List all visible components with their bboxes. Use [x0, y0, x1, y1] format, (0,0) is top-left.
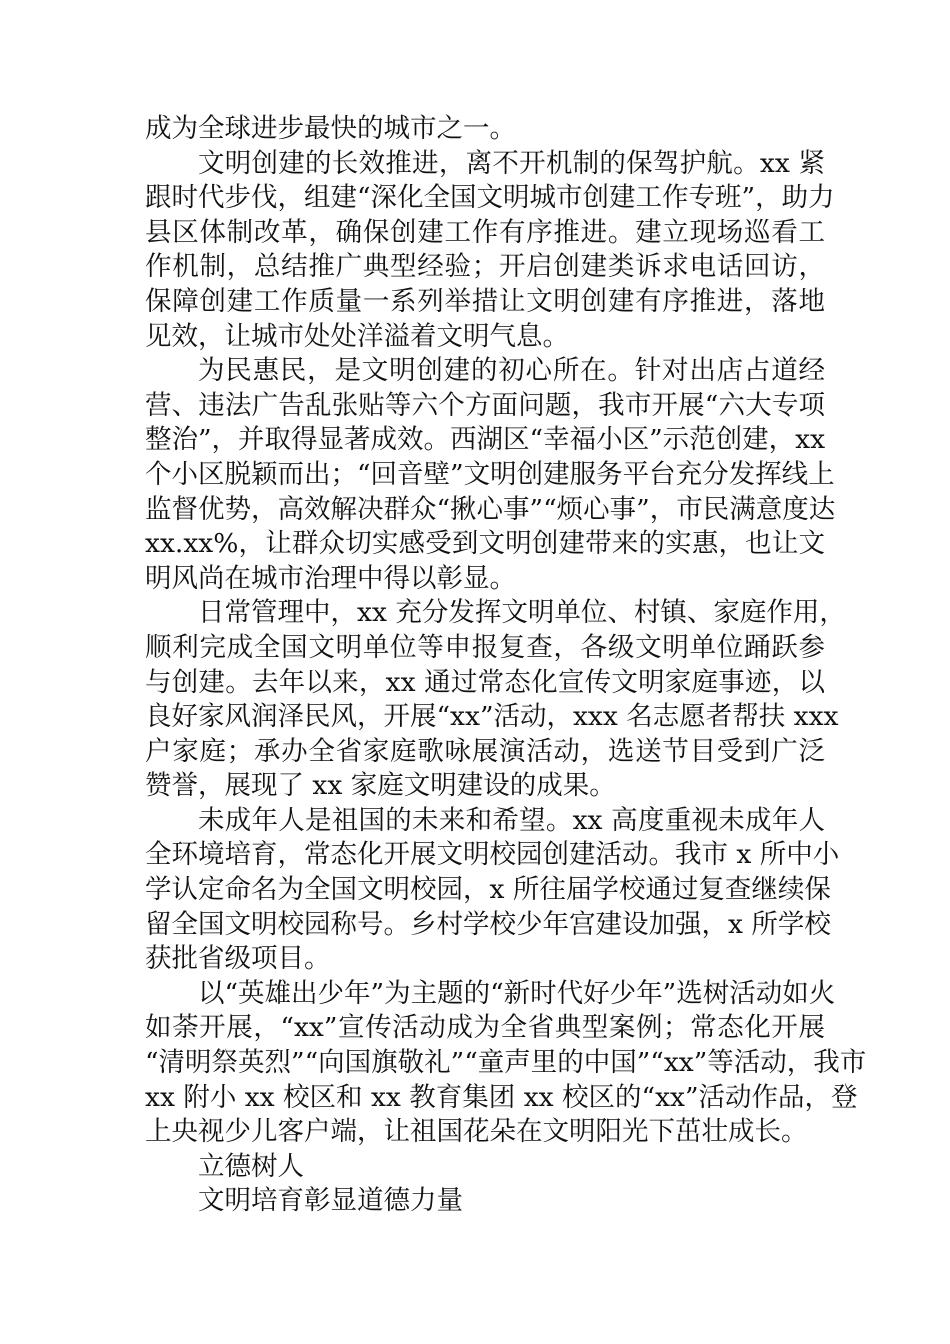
text-line: 保障创建工作质量一系列举措让文明创建有序推进，落地 — [145, 285, 825, 317]
text-line: 获批省级项目。 — [145, 943, 331, 975]
paragraph-daily — [145, 596, 846, 804]
paragraph-heading-1 — [145, 1150, 825, 1185]
text-line: 营、违法广告乱张贴等六个方面问题，我市开展“六大专项 — [145, 389, 825, 421]
text-line: 立德树人 — [198, 1150, 304, 1182]
text-line: “清明祭英烈”“向国旗敬礼”“童声里的中国”“xx”等活动，我市 — [145, 1047, 867, 1079]
document-body — [145, 112, 867, 1219]
paragraph-benefit — [145, 354, 836, 596]
text-line: 见效，让城市处处洋溢着文明气息。 — [145, 320, 569, 352]
paragraph-youth — [145, 804, 840, 977]
paragraph-mechanism — [145, 147, 835, 355]
text-line: 整治”，并取得显著成效。西湖区“幸福小区”示范创建，xx — [145, 424, 826, 456]
text-line: 上央视少儿客户端，让祖国花朵在文明阳光下茁壮成长。 — [145, 1116, 808, 1148]
paragraph-intro-tail — [145, 112, 825, 147]
paragraph-heading-2 — [145, 1184, 825, 1219]
text-line: 以“英雄出少年”为主题的“新时代好少年”选树活动如火 — [198, 977, 836, 1009]
text-line: 日常管理中，xx 充分发挥文明单位、村镇、家庭作用， — [198, 597, 846, 629]
text-line: 县区体制改革，确保创建工作有序推进。建立现场巡看工 — [145, 216, 825, 248]
text-line: 未成年人是祖国的未来和希望。xx 高度重视未成年人 — [198, 804, 825, 836]
text-line: 留全国文明校园称号。乡村学校少年宫建设加强，x 所学校 — [145, 908, 831, 940]
text-line: 与创建。去年以来，xx 通过常态化宣传文明家庭事迹，以 — [145, 666, 825, 698]
text-line: xx 附小 xx 校区和 xx 教育集团 xx 校区的“xx”活动作品，登 — [145, 1081, 858, 1113]
text-line: 成为全球进步最快的城市之一。 — [145, 113, 516, 144]
text-line: 跟时代步伐，组建“深化全国文明城市创建工作专班”，助力 — [145, 182, 835, 214]
text-line: 全环境培育，常态化开展文明校园创建活动。我市 x 所中小 — [145, 839, 840, 871]
text-line: 明风尚在城市治理中得以彰显。 — [145, 562, 516, 594]
text-line: 学认定命名为全国文明校园，x 所往届学校通过复查继续保 — [145, 874, 831, 906]
text-line: 个小区脱颖而出；“回音壁”文明创建服务平台充分发挥线上 — [145, 458, 835, 490]
text-line: xx.xx%，让群众切实感受到文明创建带来的实惠，也让文 — [145, 528, 825, 560]
text-line: 赞誉，展现了 xx 家庭文明建设的成果。 — [145, 770, 616, 802]
paragraph-heroes — [145, 977, 867, 1150]
text-line: 户家庭；承办全省家庭歌咏展演活动，选送节目受到广泛 — [145, 735, 825, 767]
text-line: 为民惠民，是文明创建的初心所在。针对出店占道经 — [198, 355, 825, 387]
text-line: 监督优势，高效解决群众“揪心事”“烦心事”，市民满意度达 — [145, 493, 836, 525]
text-line: 良好家风润泽民风，开展“xx”活动，xxx 名志愿者帮扶 xxx — [145, 701, 839, 733]
text-line: 顺利完成全国文明单位等申报复查，各级文明单位踊跃参 — [145, 631, 825, 663]
text-line: 作机制，总结推广典型经验；开启创建类诉求电话回访， — [145, 251, 825, 283]
text-line: 文明培育彰显道德力量 — [198, 1185, 463, 1217]
text-line: 如荼开展，“xx”宣传活动成为全省典型案例；常态化开展 — [145, 1012, 825, 1044]
text-line: 文明创建的长效推进，离不开机制的保驾护航。xx 紧 — [198, 147, 825, 179]
